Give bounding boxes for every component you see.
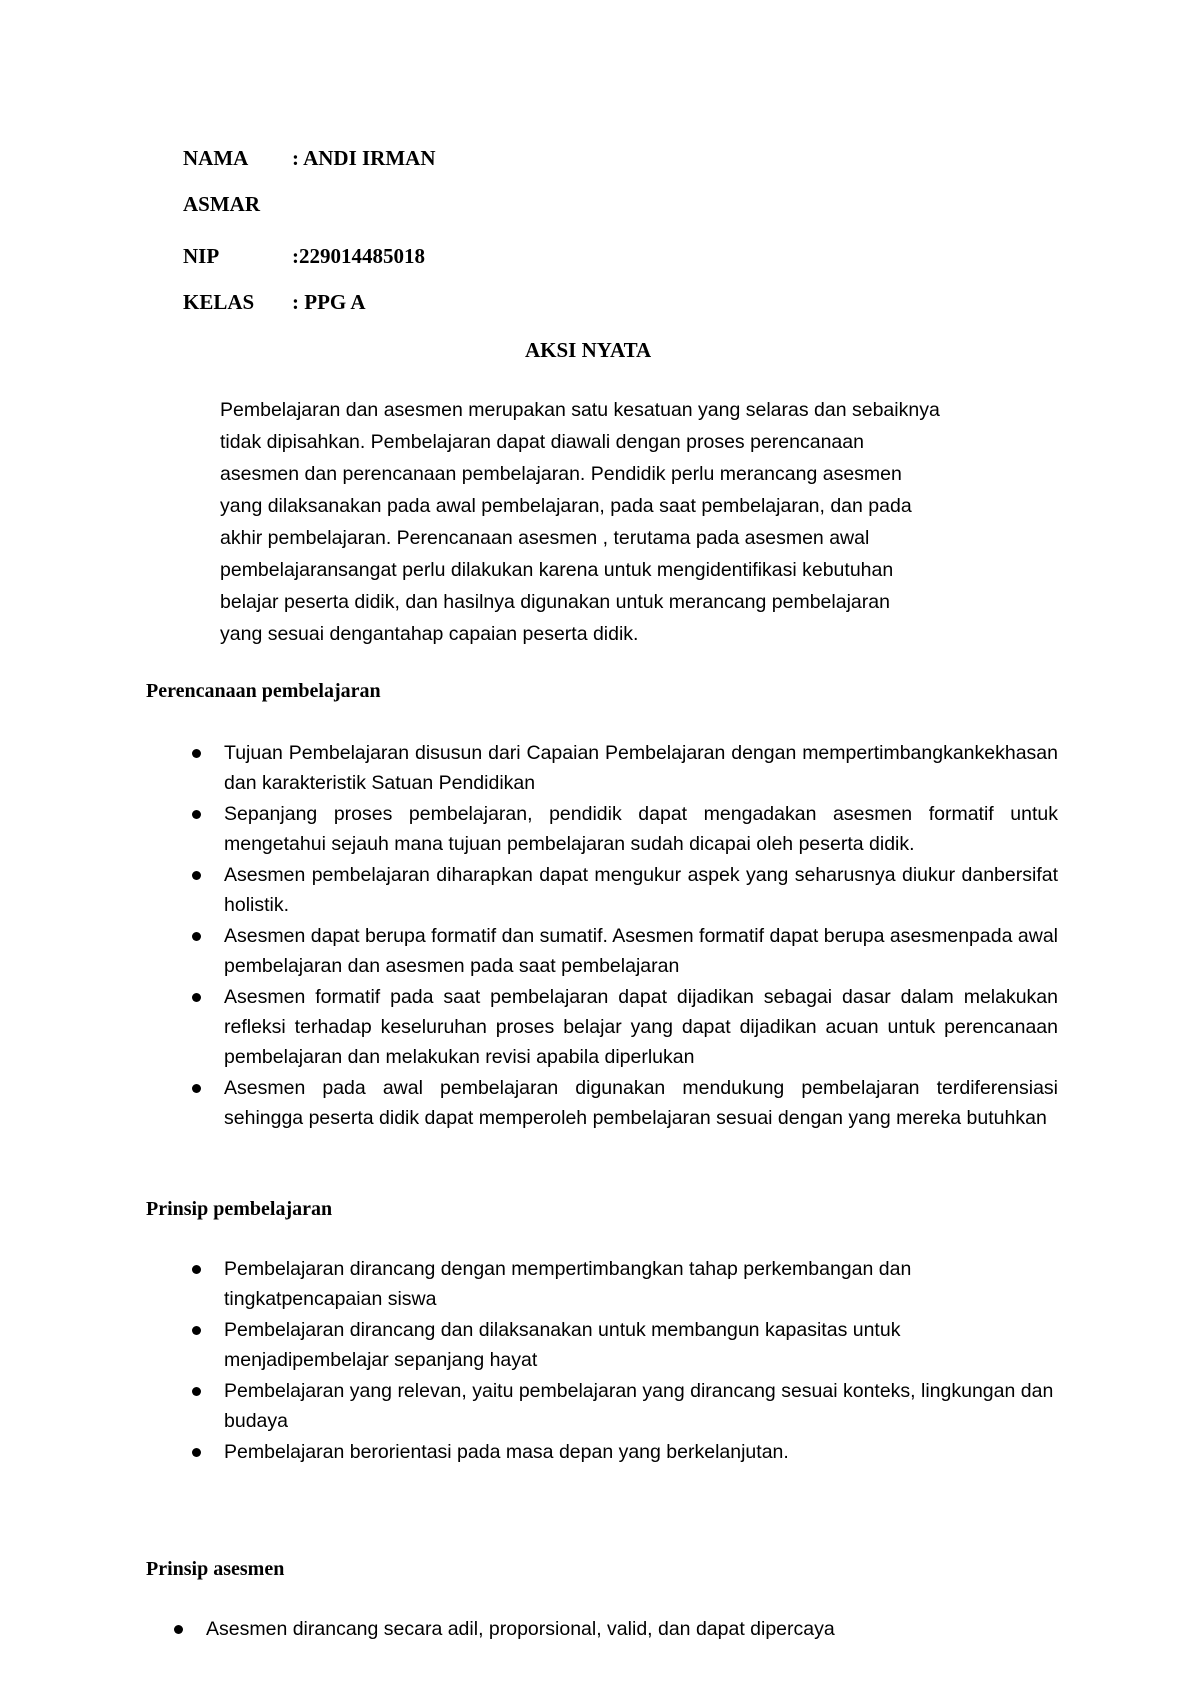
- intro-line: yang sesuai dengantahap capaian peserta didik.: [220, 623, 639, 645]
- bullet-icon: [192, 1448, 201, 1457]
- bullet-icon: [192, 1265, 201, 1274]
- nip-label: NIP: [183, 244, 220, 268]
- list-item-text: Pembelajaran berorientasi pada masa depan yang berkelanjutan.: [224, 1441, 789, 1463]
- intro-line: Pembelajaran dan asesmen merupakan satu kesatuan yang selaras dan sebaiknya: [220, 399, 940, 421]
- prinsip-pembelajaran-list: [186, 1254, 1058, 1468]
- bullet-icon: [192, 1084, 201, 1093]
- kelas-value: : PPG A: [292, 290, 366, 314]
- list-item: [186, 982, 1058, 1072]
- document-title: AKSI NYATA: [525, 338, 652, 362]
- list-item-text: Asesmen dirancang secara adil, proporsional, valid, dan dapat dipercaya: [206, 1618, 835, 1640]
- list-item-text: Pembelajaran dirancang dan dilaksanakan untuk membangun kapasitas untuk menjadipembelajar sepanjang hayat: [224, 1319, 901, 1371]
- bullet-icon: [192, 993, 201, 1002]
- list-item-text: Pembelajaran yang relevan, yaitu pembelajaran yang dirancang sesuai konteks, lingkungan dan budaya: [224, 1380, 1054, 1432]
- list-item: [186, 1073, 1058, 1133]
- list-item: [168, 1614, 1068, 1644]
- list-item: [186, 738, 1058, 798]
- kelas-label: KELAS: [183, 290, 255, 314]
- list-item: [186, 860, 1058, 920]
- prinsip-asesmen-list: [168, 1614, 1068, 1644]
- list-item: [186, 1315, 1058, 1375]
- bullet-icon: [192, 749, 201, 758]
- list-item-text: Pembelajaran dirancang dengan mempertimbangkan tahap perkembangan dan tingkatpencapaian siswa: [224, 1258, 912, 1310]
- bullet-icon: [192, 871, 201, 880]
- intro-paragraph: [220, 394, 1050, 650]
- intro-line: belajar peserta didik, dan hasilnya digunakan untuk merancang pembelajaran: [220, 591, 890, 613]
- bullet-icon: [192, 1326, 201, 1335]
- heading-perencanaan: Perencanaan pembelajaran: [146, 680, 381, 702]
- list-item-text: Asesmen pada awal pembelajaran digunakan mendukung pembelajaran terdiferensiasi sehingga peserta didik dapat memperoleh pembelajaran sesuai dengan yang mereka butuhkan: [224, 1077, 1058, 1129]
- nip-value: :229014485018: [292, 244, 425, 268]
- bullet-icon: [174, 1625, 183, 1634]
- list-item: [186, 921, 1058, 981]
- list-item: [186, 1437, 1058, 1467]
- heading-prinsip-pembelajaran: Prinsip pembelajaran: [146, 1198, 333, 1220]
- intro-line: tidak dipisahkan. Pembelajaran dapat diawali dengan proses perencanaan: [220, 431, 864, 453]
- perencanaan-list: [186, 738, 1058, 1134]
- bullet-icon: [192, 810, 201, 819]
- list-item-text: Asesmen pembelajaran diharapkan dapat mengukur aspek yang seharusnya diukur danbersifat holistik.: [224, 864, 1058, 916]
- heading-prinsip-asesmen: Prinsip asesmen: [146, 1558, 285, 1580]
- list-item: [186, 1254, 1058, 1314]
- intro-line: pembelajaransangat perlu dilakukan karena untuk mengidentifikasi kebutuhan: [220, 559, 894, 581]
- intro-line: yang dilaksanakan pada awal pembelajaran, pada saat pembelajaran, dan pada: [220, 495, 912, 517]
- intro-line: asesmen dan perencanaan pembelajaran. Pendidik perlu merancang asesmen: [220, 463, 902, 485]
- nama-label: NAMA: [183, 146, 249, 170]
- list-item-text: Asesmen dapat berupa formatif dan sumatif. Asesmen formatif dapat berupa asesmenpada awal pembelajaran dan asesmen pada saat pembelajaran: [224, 925, 1058, 977]
- list-item: [186, 799, 1058, 859]
- list-item-text: Asesmen formatif pada saat pembelajaran dapat dijadikan sebagai dasar dalam melakukan refleksi terhadap keseluruhan proses belajar yang dapat dijadikan acuan untuk perencanaan pembelajaran dan melakukan revisi apabila diperlukan: [224, 986, 1058, 1068]
- intro-line: akhir pembelajaran. Perencanaan asesmen , terutama pada asesmen awal: [220, 527, 870, 549]
- nama-value: : ANDI IRMAN: [292, 146, 436, 170]
- bullet-icon: [192, 932, 201, 941]
- list-item-text: Sepanjang proses pembelajaran, pendidik dapat mengadakan asesmen formatif untuk mengetahui sejauh mana tujuan pembelajaran sudah dicapai oleh peserta didik.: [224, 803, 1058, 855]
- nama-continuation: ASMAR: [183, 192, 260, 216]
- list-item: [186, 1376, 1058, 1436]
- bullet-icon: [192, 1387, 201, 1396]
- list-item-text: Tujuan Pembelajaran disusun dari Capaian Pembelajaran dengan mempertimbangkankekhasan dan karakteristik Satuan Pendidikan: [224, 742, 1058, 794]
